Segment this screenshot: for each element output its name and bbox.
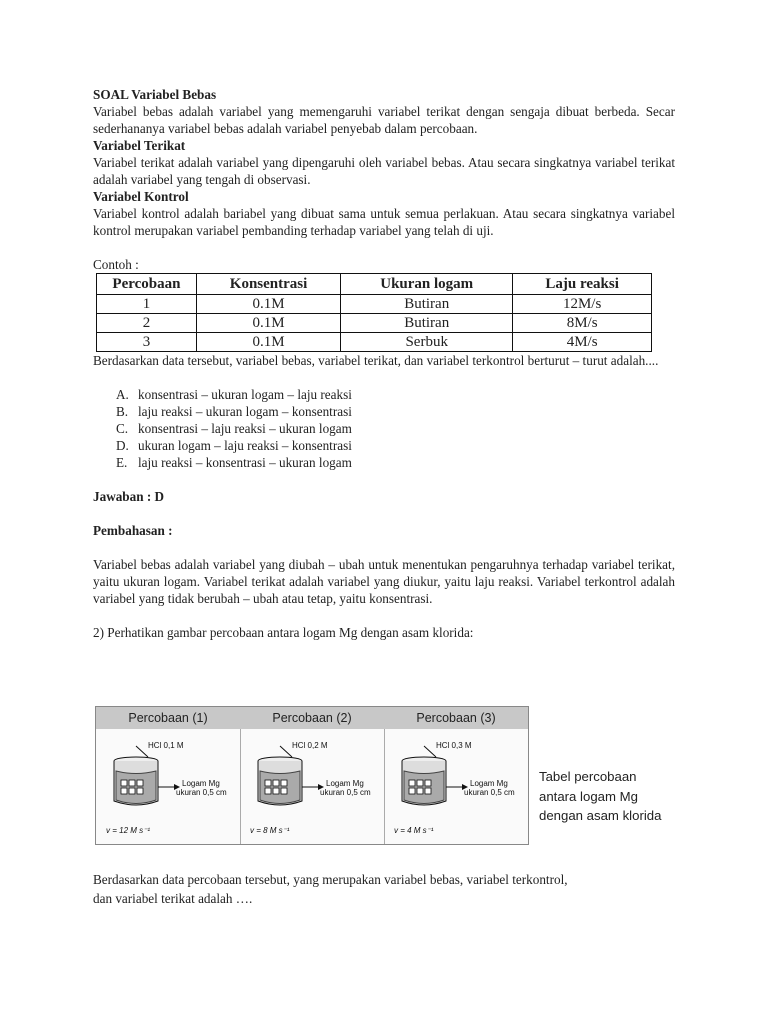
table-cell: 3 bbox=[97, 333, 197, 352]
beaker-illustration bbox=[240, 729, 384, 844]
caption-line: Tabel percobaan bbox=[539, 769, 637, 784]
option-text: laju reaksi – ukuran logam – konsentrasi bbox=[138, 404, 352, 419]
panel-title: Percobaan (3) bbox=[384, 707, 528, 729]
option-letter: E. bbox=[116, 455, 128, 470]
question-2: 2) Perhatikan gambar percobaan antara logam Mg dengan asam klorida: bbox=[93, 625, 474, 640]
experiment-panel-1 bbox=[96, 707, 241, 844]
table-row bbox=[97, 314, 652, 333]
option-a bbox=[116, 386, 675, 403]
question-1: Berdasarkan data tersebut, variabel bebas, variabel terikat, dan variabel terkontrol berturut – turut adalah.... bbox=[93, 353, 659, 368]
figure-caption bbox=[539, 767, 661, 826]
logam-label: Logam Mg bbox=[470, 779, 508, 788]
rate-label: v = 12 M s⁻¹ bbox=[106, 826, 151, 835]
answer-options bbox=[93, 386, 675, 471]
experiment-panel-2 bbox=[240, 707, 385, 844]
option-text: konsentrasi – ukuran logam – laju reaksi bbox=[138, 387, 352, 402]
paragraph-variabel-kontrol: Variabel kontrol adalah bariabel yang dibuat sama untuk semua perlakuan. Atau secara singkatnya variabel kontrol merupakan variabel pembanding terhadap variabel yang telah di uji. bbox=[93, 206, 675, 238]
data-table bbox=[96, 273, 652, 352]
option-letter: C. bbox=[116, 421, 129, 436]
table-header: Percobaan bbox=[97, 274, 197, 295]
logam-label: Logam Mg bbox=[182, 779, 220, 788]
table-cell: 8M/s bbox=[513, 314, 652, 333]
table-header-row bbox=[97, 274, 652, 295]
ukuran-label: ukuran 0,5 cm bbox=[464, 788, 515, 797]
paragraph-variabel-bebas: Variabel bebas adalah variabel yang memengaruhi variabel terikat dengan sengaja dibuat berbeda. Secar sederhananya variabel bebas adalah variabel penyebab dalam percobaan. bbox=[93, 104, 675, 136]
question-line: dan variabel terikat adalah …. bbox=[93, 891, 253, 906]
option-letter: B. bbox=[116, 404, 129, 419]
table-cell: 2 bbox=[97, 314, 197, 333]
table-row bbox=[97, 333, 652, 352]
experiment-panel-3 bbox=[384, 707, 528, 844]
answer-label: Jawaban : D bbox=[93, 489, 165, 504]
table-cell: 1 bbox=[97, 295, 197, 314]
table-cell: 4M/s bbox=[513, 333, 652, 352]
table-header: Laju reaksi bbox=[513, 274, 652, 295]
option-letter: D. bbox=[116, 438, 129, 453]
table-cell: Butiran bbox=[341, 314, 513, 333]
option-text: ukuran logam – laju reaksi – konsentrasi bbox=[138, 438, 352, 453]
option-e bbox=[116, 454, 675, 471]
table-cell: 0.1M bbox=[196, 333, 340, 352]
pembahasan-title: Pembahasan : bbox=[93, 523, 173, 538]
hcl-label: HCl 0,1 M bbox=[148, 741, 184, 750]
table-cell: Serbuk bbox=[341, 333, 513, 352]
logam-label: Logam Mg bbox=[326, 779, 364, 788]
beaker-illustration bbox=[384, 729, 528, 844]
ukuran-label: ukuran 0,5 cm bbox=[176, 788, 227, 797]
table-cell: 12M/s bbox=[513, 295, 652, 314]
heading-variabel-kontrol: Variabel Kontrol bbox=[93, 189, 189, 204]
table-header: Konsentrasi bbox=[196, 274, 340, 295]
panel-title: Percobaan (2) bbox=[240, 707, 384, 729]
beaker-illustration bbox=[96, 729, 240, 844]
hcl-label: HCl 0,2 M bbox=[292, 741, 328, 750]
option-letter: A. bbox=[116, 387, 129, 402]
table-cell: Butiran bbox=[341, 295, 513, 314]
table-row bbox=[97, 295, 652, 314]
table-cell: 0.1M bbox=[196, 314, 340, 333]
table-header: Ukuran logam bbox=[341, 274, 513, 295]
paragraph-variabel-terikat: Variabel terikat adalah variabel yang dipengaruhi oleh variabel bebas. Atau secara singkatnya variabel terikat adalah variabel yang tengah di observasi. bbox=[93, 155, 675, 187]
caption-line: dengan asam klorida bbox=[539, 808, 662, 823]
option-b bbox=[116, 403, 675, 420]
heading-variabel-terikat: Variabel Terikat bbox=[93, 138, 186, 153]
option-text: konsentrasi – laju reaksi – ukuran logam bbox=[138, 421, 352, 436]
heading-variabel-bebas: SOAL Variabel Bebas bbox=[93, 87, 217, 102]
panel-title: Percobaan (1) bbox=[96, 707, 240, 729]
experiment-figure bbox=[95, 706, 529, 845]
table-cell: 0.1M bbox=[196, 295, 340, 314]
contoh-label: Contoh : bbox=[93, 257, 139, 272]
question-2-text bbox=[93, 870, 675, 908]
ukuran-label: ukuran 0,5 cm bbox=[320, 788, 371, 797]
document-body bbox=[93, 86, 675, 641]
question-line: Berdasarkan data percobaan tersebut, yang merupakan variabel bebas, variabel terkontrol, bbox=[93, 872, 568, 887]
option-c bbox=[116, 420, 675, 437]
pembahasan-paragraph: Variabel bebas adalah variabel yang diubah – ubah untuk menentukan pengaruhnya terhadap variabel terikat, yaitu ukuran logam. Variabel terikat adalah variabel yang diukur, yaitu laju reaksi. Variabel terkontrol adalah variabel yang tidak berubah – ubah atau tetap, yaitu konsentrasi. bbox=[93, 557, 675, 606]
hcl-label: HCl 0,3 M bbox=[436, 741, 472, 750]
rate-label: v = 8 M s⁻¹ bbox=[250, 826, 290, 835]
rate-label: v = 4 M s⁻¹ bbox=[394, 826, 434, 835]
option-text: laju reaksi – konsentrasi – ukuran logam bbox=[138, 455, 352, 470]
caption-line: antara logam Mg bbox=[539, 788, 638, 804]
option-d bbox=[116, 437, 675, 454]
